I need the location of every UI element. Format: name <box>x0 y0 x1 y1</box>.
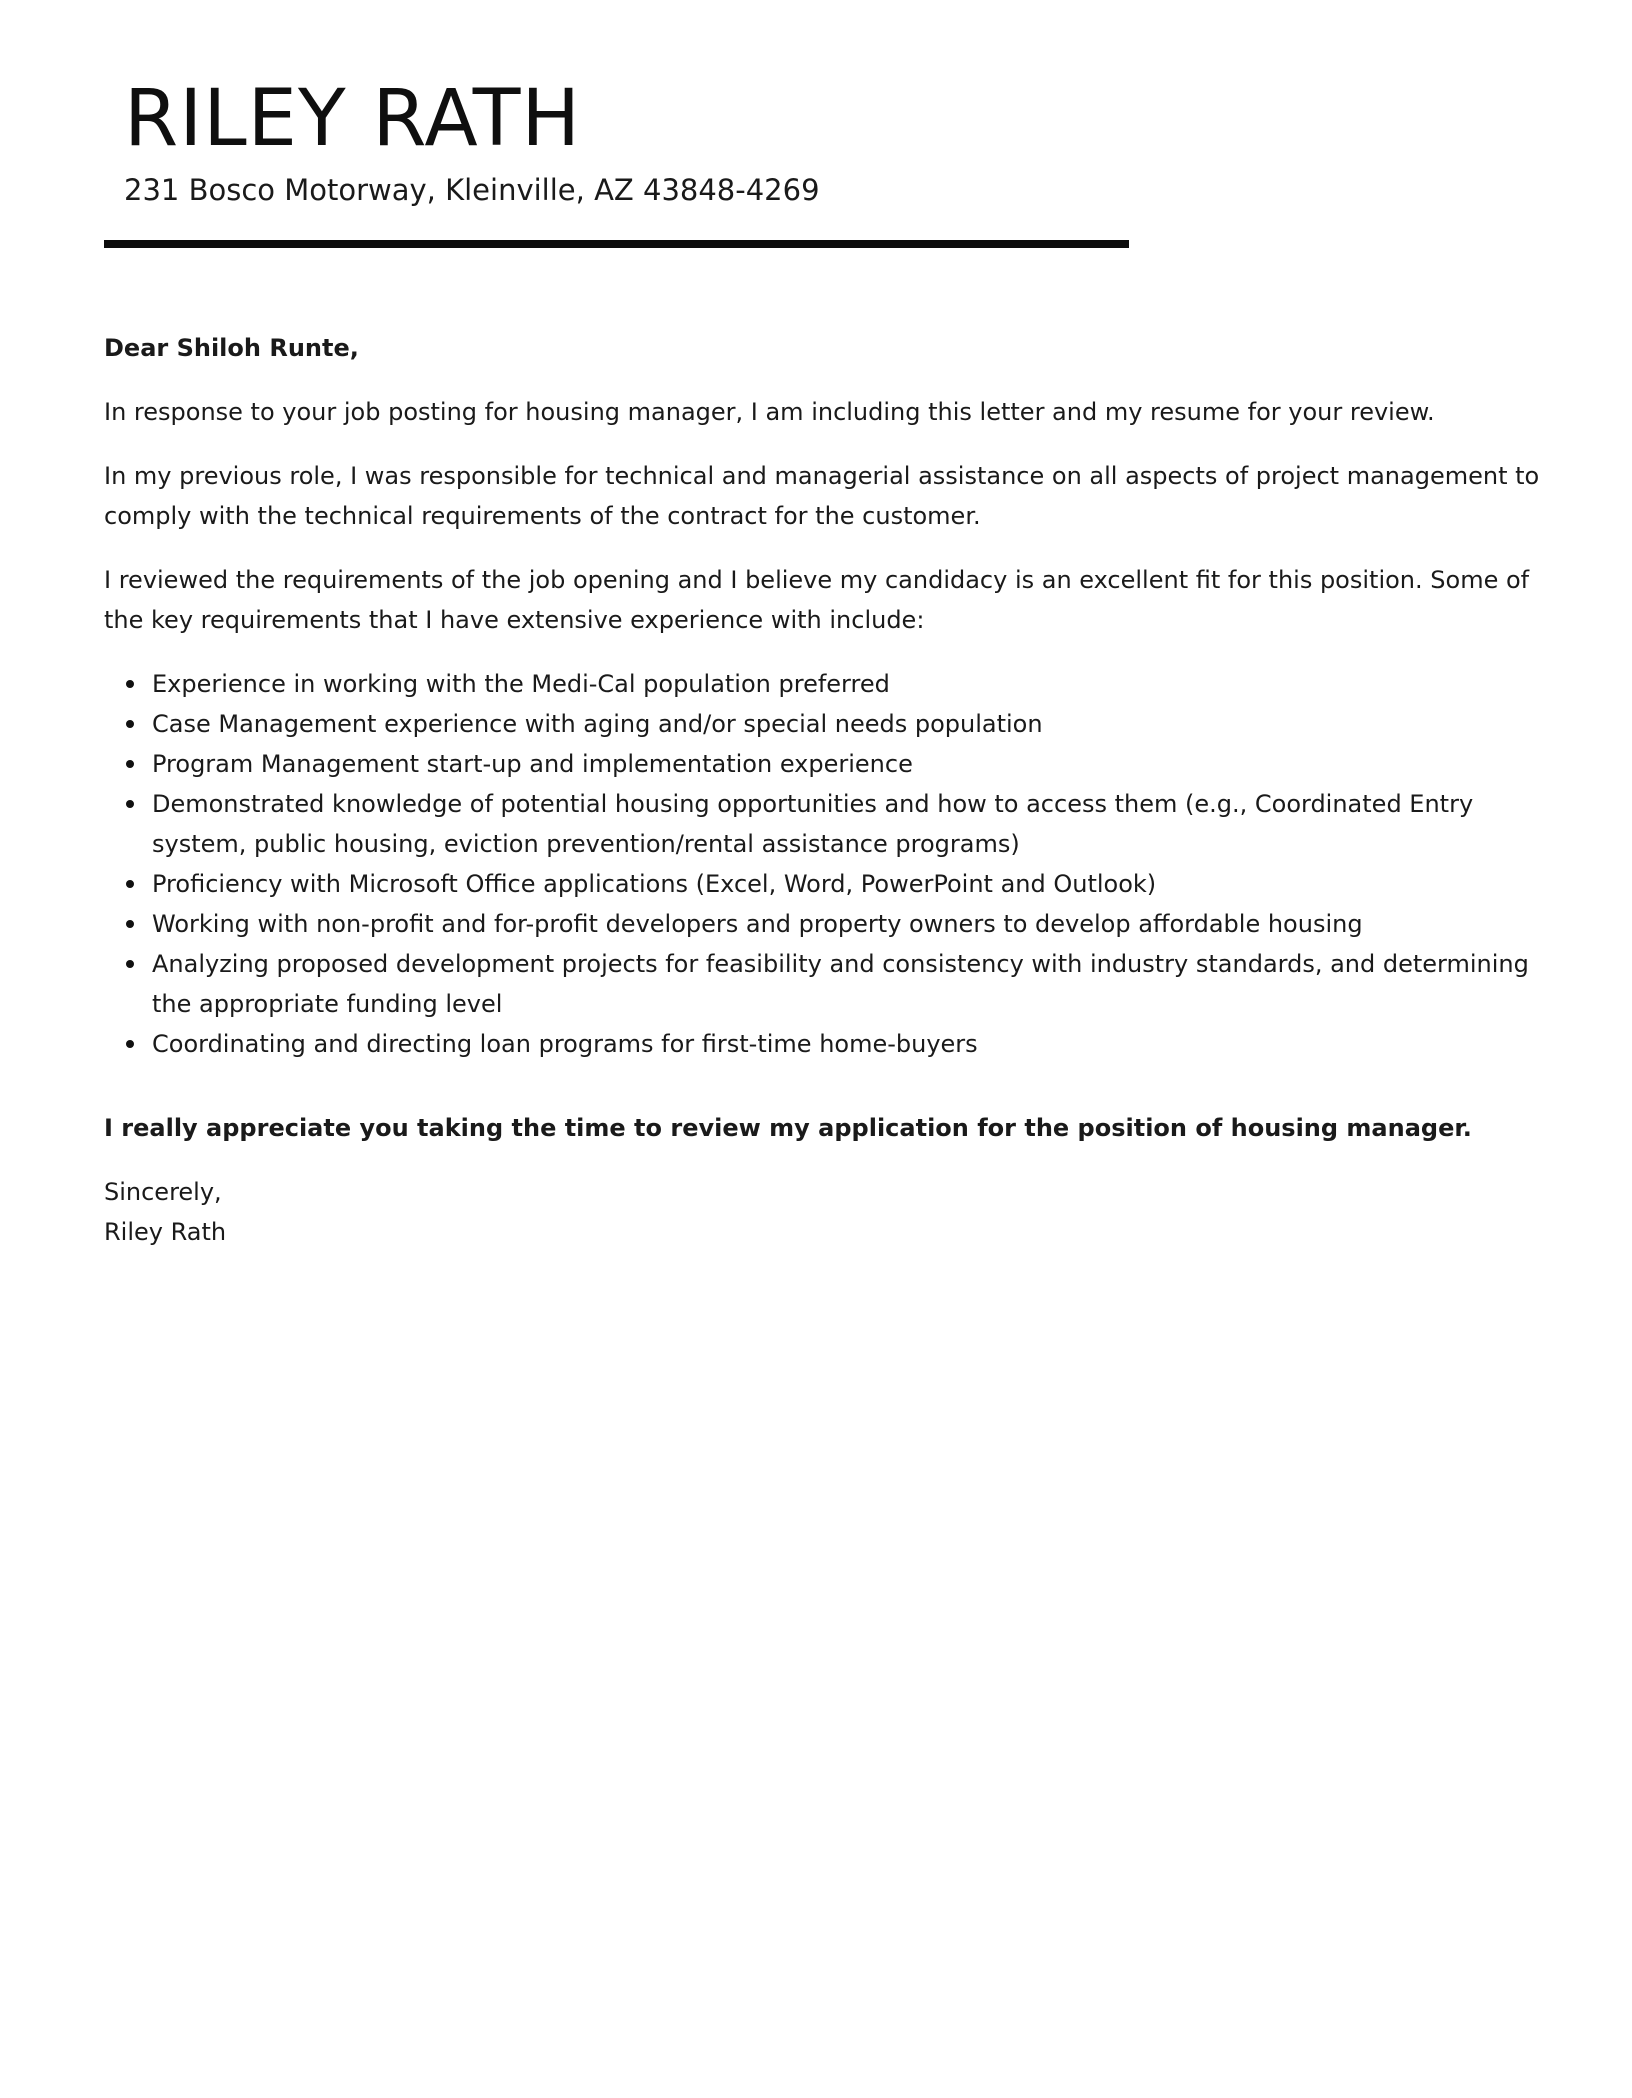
bullet-icon <box>126 800 134 808</box>
list-item <box>152 944 1544 1024</box>
salutation: Dear Shiloh Runte, <box>104 334 359 362</box>
letter-body <box>104 328 1544 1252</box>
header-divider <box>104 240 1129 248</box>
requirements-list <box>104 664 1544 1064</box>
signoff-text: Sincerely, <box>104 1178 222 1206</box>
experience-paragraph: In my previous role, I was responsible for technical and managerial assistance on all aspects of project management to comply with the technical requirements of the contract for the customer. <box>104 462 1540 530</box>
list-item <box>152 704 1544 744</box>
list-item-text: Working with non-profit and for-profit developers and property owners to develop affordable housing <box>152 910 1363 938</box>
bullet-icon <box>126 720 134 728</box>
intro-paragraph: In response to your job posting for housing manager, I am including this letter and my resume for your review. <box>104 398 1435 426</box>
bullet-icon <box>126 960 134 968</box>
list-item <box>152 784 1544 864</box>
list-item <box>152 864 1544 904</box>
list-item <box>152 1024 1544 1064</box>
bullet-icon <box>126 920 134 928</box>
list-item <box>152 904 1544 944</box>
closing-statement: I really appreciate you taking the time to review my application for the position of housing manager. <box>104 1114 1472 1142</box>
bullet-icon <box>126 680 134 688</box>
bullet-icon <box>126 1040 134 1048</box>
bullet-icon <box>126 760 134 768</box>
list-item <box>152 744 1544 784</box>
list-item-text: Program Management start-up and implementation experience <box>152 750 913 778</box>
requirements-intro-paragraph: I reviewed the requirements of the job opening and I believe my candidacy is an excellent fit for this position. Some of the key requirements that I have extensive experience with include: <box>104 566 1530 634</box>
list-item-text: Analyzing proposed development projects for feasibility and consistency with industry standards, and determining the appropriate funding level <box>152 950 1529 1018</box>
signoff-block <box>104 1172 1544 1252</box>
list-item-text: Experience in working with the Medi-Cal population preferred <box>152 670 890 698</box>
list-item-text: Coordinating and directing loan programs for first-time home-buyers <box>152 1030 978 1058</box>
list-item-text: Case Management experience with aging and/or special needs population <box>152 710 1043 738</box>
sender-name: RILEY RATH <box>124 74 582 164</box>
bullet-icon <box>126 880 134 888</box>
list-item-text: Demonstrated knowledge of potential housing opportunities and how to access them (e.g., Coordinated Entry system, public housing, eviction prevention/rental assistance programs) <box>152 790 1474 858</box>
sender-address: 231 Bosco Motorway, Kleinville, AZ 43848-4269 <box>124 173 820 207</box>
list-item <box>152 664 1544 704</box>
signature-name: Riley Rath <box>104 1218 227 1246</box>
list-item-text: Proficiency with Microsoft Office applications (Excel, Word, PowerPoint and Outlook) <box>152 870 1157 898</box>
